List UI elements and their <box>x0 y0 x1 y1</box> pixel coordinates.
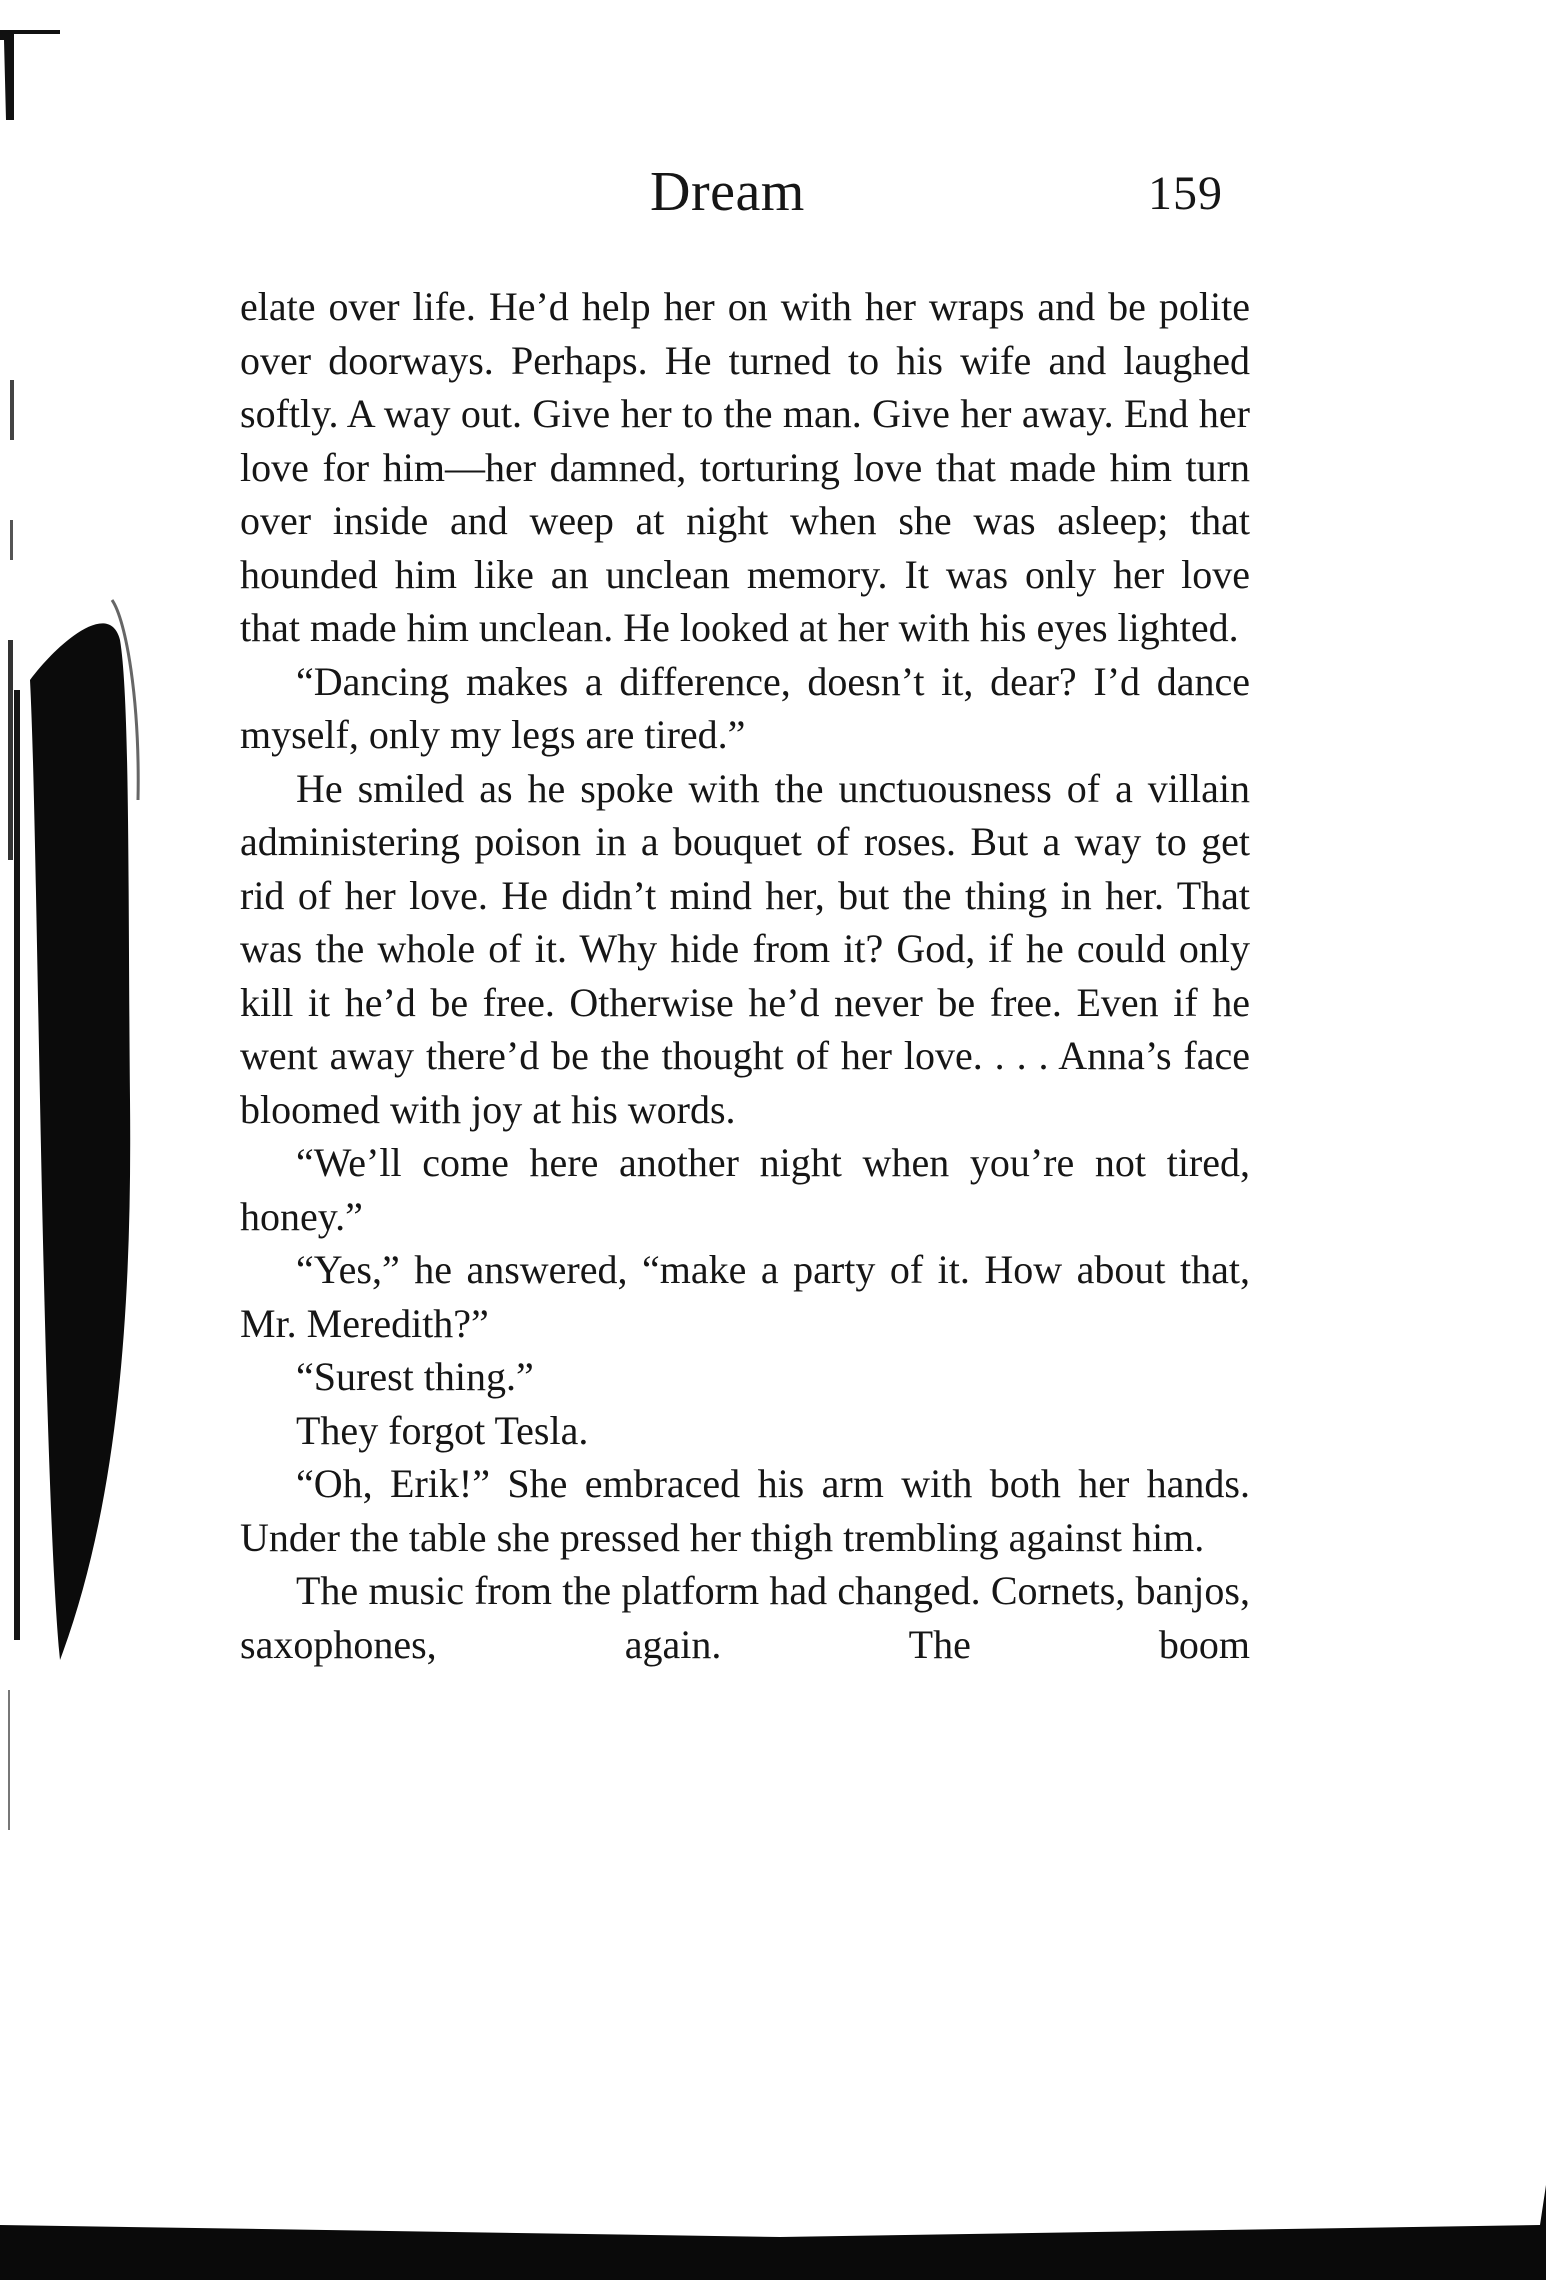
paragraph-4: “We’ll come here another night when you’re not tired, honey.” <box>240 1140 1250 1239</box>
paragraph-1: elate over life. He’d help her on with her wraps and be polite over doorways. Perhaps. He turned to his wife and laughed softly. A way out. Give her to the man. Give her away. End her love for him—her damned, torturing love that made him turn over inside and weep at night when she was asleep; that hounded him like an unclean memory. It was only her love that made him unclean. He looked at her with his eyes lighted. <box>240 284 1250 650</box>
paragraph-2: “Dancing makes a difference, doesn’t it, dear? I’d dance myself, only my legs are tired.” <box>240 658 1250 757</box>
paragraph-7: They forgot Tesla. <box>296 1407 589 1453</box>
paragraph-6: “Surest thing.” <box>296 1354 534 1399</box>
paragraph-9: The music from the platform had changed. Cornets, banjos, saxophones, again. The boom <box>240 1568 1250 1667</box>
running-title: Dream <box>650 161 805 223</box>
running-header <box>0 152 1546 232</box>
paragraph-3: He smiled as he spoke with the unctuousness of a villain administering poison in a bouquet of roses. But a way to get rid of her love. He didn’t mind her, but the thing in her. That was the whole of it. Why hide from it? God, if he could only kill it he’d be free. Otherwise he’d never be free. Even if he went away there’d be the thought of her love. . . . Anna’s face bloomed with joy at his words. <box>240 765 1250 1132</box>
binding-shadow <box>0 0 150 2280</box>
paragraph-5: “Yes,” he answered, “make a party of it. How about that, Mr. Meredith?” <box>240 1247 1250 1346</box>
body-text <box>240 280 1250 1671</box>
paragraph-8: “Oh, Erik!” She embraced his arm with both her hands. Under the table she pressed her thigh trembling against him. <box>240 1461 1250 1560</box>
page-number: 159 <box>1148 167 1223 220</box>
scan-bottom-bar <box>0 2185 1546 2280</box>
